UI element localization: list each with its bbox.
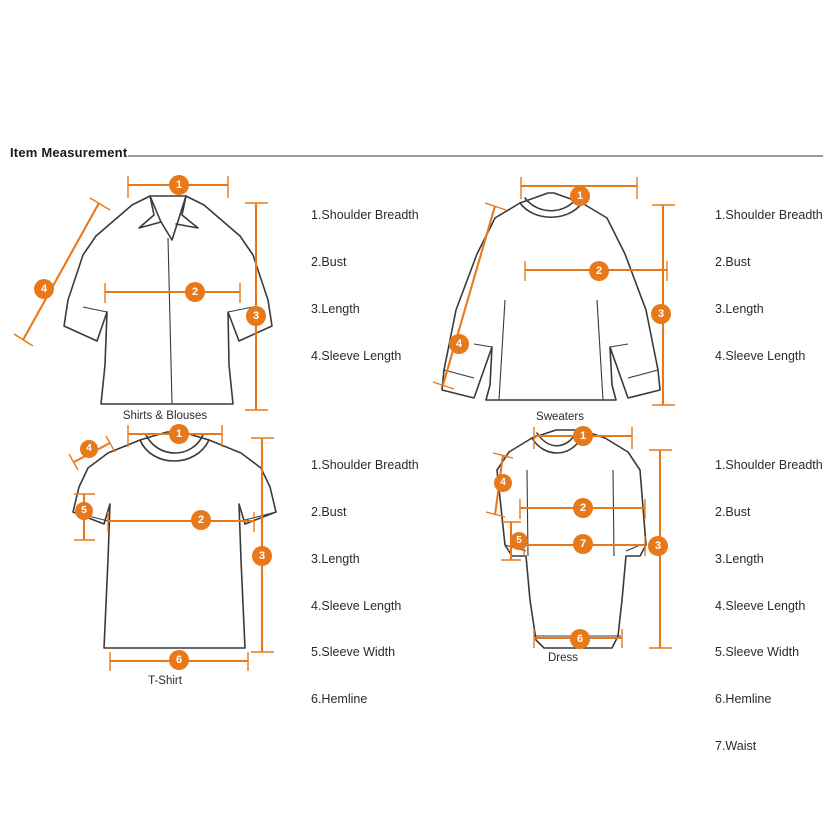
dress-legend-item-3: 3.Length	[715, 551, 764, 566]
shirt-dim-sleeve	[14, 198, 110, 346]
shirt-legend-item-2: 2.Bust	[311, 254, 347, 269]
dress-legend-item-6: 6.Hemline	[715, 692, 772, 707]
sweater-dim-sleeve	[433, 203, 506, 389]
dress-legend-item-2: 2.Bust	[715, 504, 751, 519]
shirt-marker-1: 1	[169, 175, 189, 195]
sweater-marker-1: 1	[570, 186, 590, 206]
dress-marker-2: 2	[573, 498, 593, 518]
sweater-marker-2: 2	[589, 261, 609, 281]
tshirt-marker-4: 4	[80, 440, 98, 458]
shirt-marker-2: 2	[185, 282, 205, 302]
tshirt-marker-3: 3	[252, 546, 272, 566]
tshirt-legend-item-4: 4.Sleeve Length	[311, 598, 402, 613]
dress-legend-item-1: 1.Shoulder Breadth	[715, 458, 823, 473]
tshirt-legend	[311, 427, 419, 739]
sweater-illustration	[442, 193, 660, 400]
tshirt-marker-2: 2	[191, 510, 211, 530]
sweater-caption: Sweaters	[536, 411, 584, 423]
tshirt-legend-item-3: 3.Length	[311, 551, 360, 566]
tshirt-marker-5: 5	[75, 502, 93, 520]
tshirt-caption: T-Shirt	[148, 675, 182, 687]
shirt-dim-bust	[105, 283, 240, 303]
dress-legend-item-7: 7.Waist	[715, 738, 757, 753]
shirt-legend-item-1: 1.Shoulder Breadth	[311, 208, 419, 223]
dress-legend-item-5: 5.Sleeve Width	[715, 645, 800, 660]
tshirt-dim-bust	[108, 512, 254, 532]
dress-marker-4: 4	[494, 474, 512, 492]
sweater-legend-item-3: 3.Length	[715, 301, 764, 316]
sweater-legend-item-4: 4.Sleeve Length	[715, 348, 806, 363]
tshirt-illustration	[73, 432, 276, 648]
tshirt-marker-1: 1	[169, 424, 189, 444]
tshirt-legend-item-2: 2.Bust	[311, 504, 347, 519]
page-title: Item Measurement	[10, 145, 128, 160]
tshirt-dim-length	[251, 438, 274, 652]
sweater-marker-4: 4	[449, 334, 469, 354]
tshirt-legend-item-6: 6.Hemline	[311, 692, 368, 707]
dress-legend-item-4: 4.Sleeve Length	[715, 598, 806, 613]
shirt-caption: Shirts & Blouses	[122, 410, 208, 422]
sweater-legend-item-1: 1.Shoulder Breadth	[715, 208, 823, 223]
sweater-legend	[715, 177, 823, 395]
dress-marker-3: 3	[648, 536, 668, 556]
sweater-marker-3: 3	[651, 304, 671, 324]
sweater-legend-item-2: 2.Bust	[715, 254, 751, 269]
shirt-illustration	[64, 196, 272, 404]
dress-marker-5: 5	[510, 532, 528, 550]
dress-marker-1: 1	[573, 426, 593, 446]
shirt-marker-3: 3	[246, 306, 266, 326]
tshirt-legend-item-1: 1.Shoulder Breadth	[311, 458, 419, 473]
dress-legend	[715, 427, 823, 786]
tshirt-marker-6: 6	[169, 650, 189, 670]
shirt-legend-item-3: 3.Length	[311, 301, 360, 316]
dress-caption: Dress	[547, 652, 579, 664]
shirt-legend	[311, 177, 419, 395]
tshirt-legend-item-5: 5.Sleeve Width	[311, 645, 396, 660]
dress-marker-6: 6	[570, 629, 590, 649]
dress-marker-7: 7	[573, 534, 593, 554]
shirt-legend-item-4: 4.Sleeve Length	[311, 348, 402, 363]
shirt-marker-4: 4	[34, 279, 54, 299]
